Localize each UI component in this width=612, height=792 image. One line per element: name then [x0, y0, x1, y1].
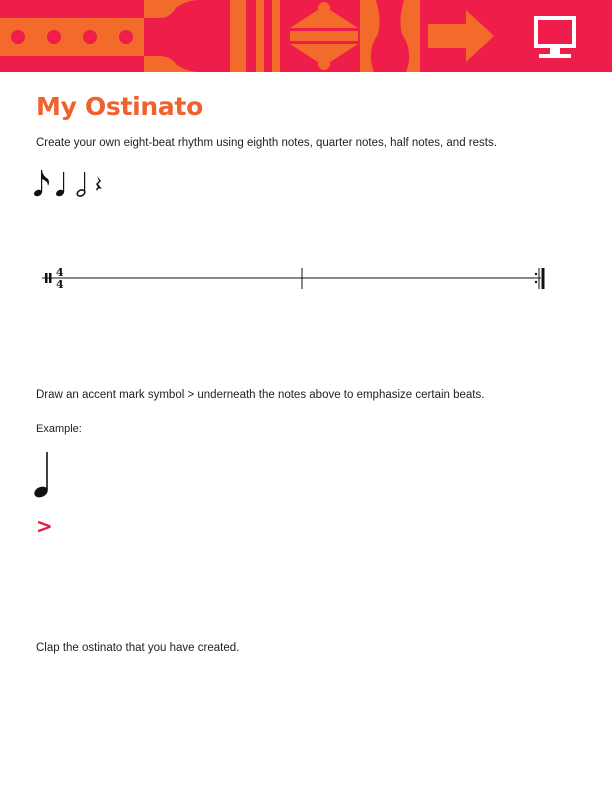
note-icons — [30, 166, 110, 200]
time-signature-bottom: 4 — [56, 278, 64, 291]
bars-pattern-icon — [254, 0, 288, 72]
pipe-shape-icon — [214, 0, 254, 72]
triangles-pattern-icon — [288, 0, 360, 72]
quarter-rest-icon — [96, 176, 102, 191]
intro-text: Create your own eight-beat rhythm using eighth notes, quarter notes, half notes, and rests. — [36, 137, 497, 149]
arrow-right-icon — [420, 0, 498, 72]
header-banner — [0, 0, 612, 72]
example-quarter-note-icon — [30, 448, 60, 502]
example-label: Example: — [36, 423, 82, 435]
dots-pattern-icon — [0, 18, 152, 56]
time-signature-top: 4 — [56, 266, 64, 279]
quarter-note-icon — [55, 172, 65, 197]
bottle-shape-icon — [144, 0, 214, 72]
accent-instruction: Draw an accent mark symbol > underneath the notes above to emphasize certain beats. — [36, 389, 485, 401]
accent-mark-symbol: > — [36, 514, 53, 538]
page-title: My Ostinato — [36, 92, 204, 121]
rhythm-staff — [36, 258, 556, 298]
half-note-icon — [76, 172, 86, 197]
computer-monitor-icon — [498, 0, 612, 72]
clap-instruction: Clap the ostinato that you have created. — [36, 642, 240, 654]
eighth-note-icon — [33, 170, 49, 197]
bell-shape-icon — [360, 0, 420, 72]
